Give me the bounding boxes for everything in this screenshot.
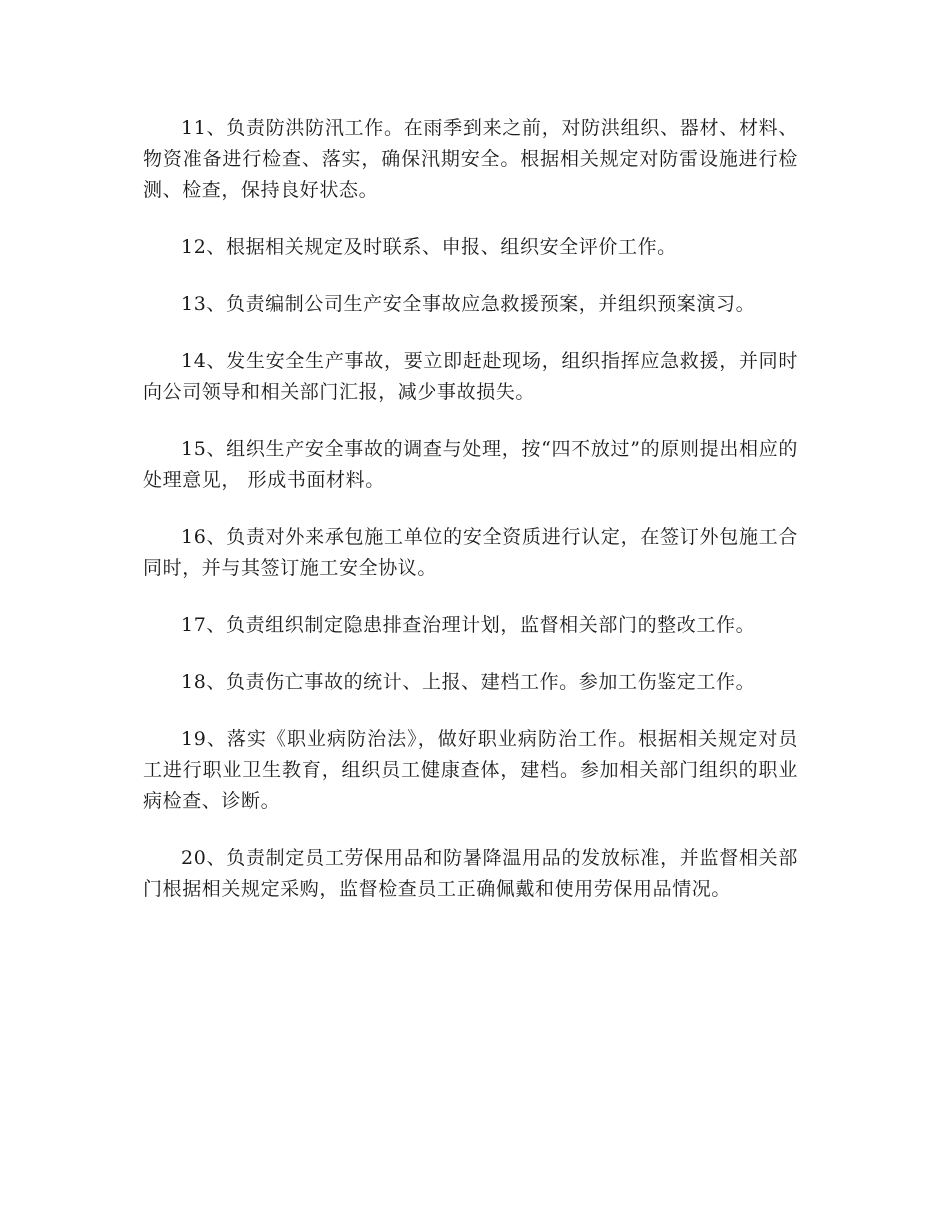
paragraph-14: 14、发生安全生产事故，要立即赶赴现场，组织指挥应急救援，并同时向公司领导和相关部门汇报，减少事故损失。	[143, 350, 798, 403]
paragraph-17: 17、负责组织制定隐患排查治理计划，监督相关部门的整改工作。	[181, 614, 756, 636]
paragraph-19: 19、落实《职业病防治法》，做好职业病防治工作。根据相关规定对员工进行职业卫生教育，组织员工健康查体，建档。参加相关部门组织的职业病检查、诊断。	[143, 728, 798, 812]
paragraph-18: 18、负责伤亡事故的统计、上报、建档工作。参加工伤鉴定工作。	[181, 671, 756, 693]
paragraph-12: 12、根据相关规定及时联系、申报、组织安全评价工作。	[181, 236, 677, 258]
document-body	[143, 113, 798, 931]
paragraph-16: 16、负责对外来承包施工单位的安全资质进行认定，在签订外包施工合同时，并与其签订施工安全协议。	[143, 526, 798, 579]
paragraph-20: 20、负责制定员工劳保用品和防暑降温用品的发放标准，并监督相关部门根据相关规定采购，监督检查员工正确佩戴和使用劳保用品情况。	[143, 847, 798, 900]
paragraph-11: 11、负责防洪防汛工作。在雨季到来之前，对防洪组织、器材、材料、物资准备进行检查、落实，确保汛期安全。根据相关规定对防雷设施进行检测、检查，保持良好状态。	[143, 117, 798, 201]
paragraph-15: 15、组织生产安全事故的调查与处理，按“四不放过”的原则提出相应的处理意见， 形成书面材料。	[143, 438, 798, 491]
paragraph-13: 13、负责编制公司生产安全事故应急救援预案，并组织预案演习。	[181, 293, 756, 315]
